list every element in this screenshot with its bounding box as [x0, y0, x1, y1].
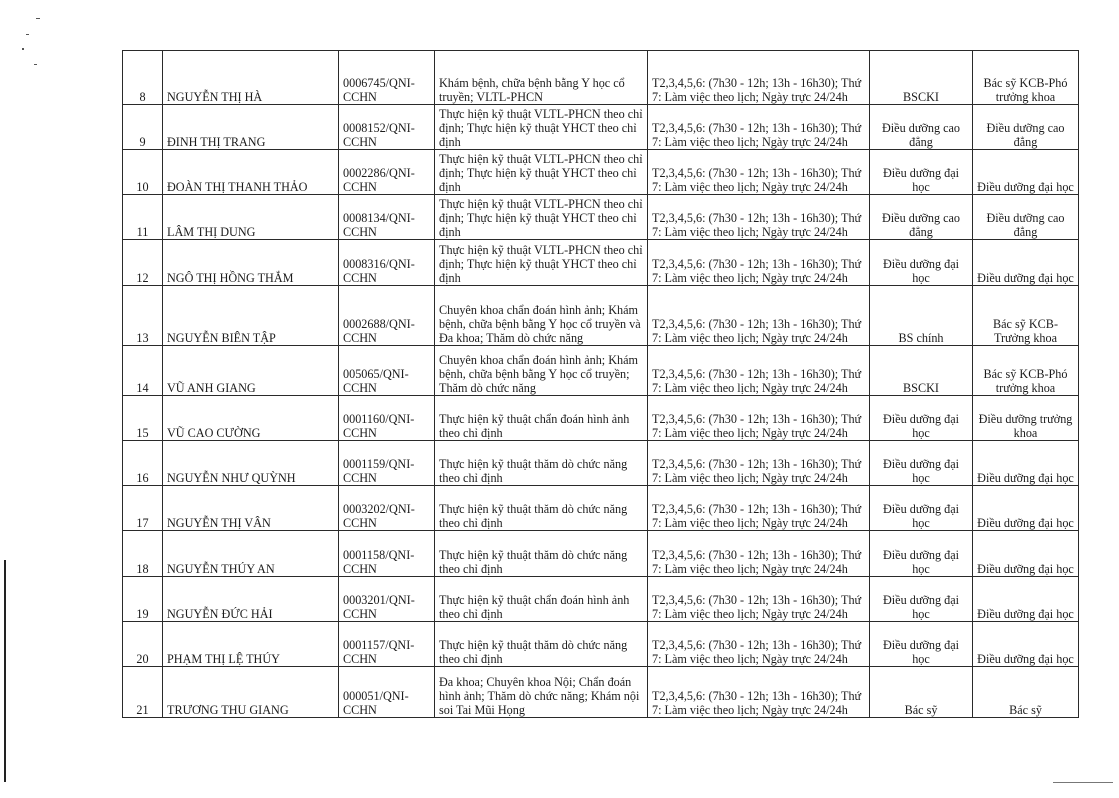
working-hours: T2,3,4,5,6: (7h30 - 12h; 13h - 16h30); Thứ 7: Làm việc theo lịch; Ngày trực 24/24h [648, 105, 870, 150]
staff-name: VŨ CAO CƯỜNG [163, 396, 339, 441]
working-hours: T2,3,4,5,6: (7h30 - 12h; 13h - 16h30); Thứ 7: Làm việc theo lịch; Ngày trực 24/24h [648, 396, 870, 441]
table-row [123, 51, 1079, 105]
staff-name: NGÔ THỊ HỒNG THẮM [163, 240, 339, 286]
position: Điều dưỡng cao đẳng [973, 195, 1079, 240]
certificate-number: 000051/QNI-CCHN [339, 667, 435, 718]
working-hours: T2,3,4,5,6: (7h30 - 12h; 13h - 16h30); Thứ 7: Làm việc theo lịch; Ngày trực 24/24h [648, 195, 870, 240]
scan-edge-line [4, 560, 6, 782]
position: Bác sỹ KCB-Phó trưởng khoa [973, 346, 1079, 396]
practice-scope: Thực hiện kỹ thuật thăm dò chức năng theo chỉ định [435, 441, 648, 486]
table-row [123, 441, 1079, 486]
table-row [123, 105, 1079, 150]
position: Bác sỹ KCB-Trưởng khoa [973, 286, 1079, 346]
position: Điều dưỡng trưởng khoa [973, 396, 1079, 441]
qualification: Điều dưỡng đại học [870, 396, 973, 441]
row-number: 19 [123, 577, 163, 622]
working-hours: T2,3,4,5,6: (7h30 - 12h; 13h - 16h30); Thứ 7: Làm việc theo lịch; Ngày trực 24/24h [648, 240, 870, 286]
row-number: 14 [123, 346, 163, 396]
certificate-number: 0008134/QNI-CCHN [339, 195, 435, 240]
position: Điều dưỡng cao đẳng [973, 105, 1079, 150]
qualification: Điều dưỡng đại học [870, 622, 973, 667]
row-number: 17 [123, 486, 163, 531]
qualification: Điều dưỡng đại học [870, 240, 973, 286]
table-row [123, 622, 1079, 667]
position: Bác sỹ KCB-Phó trưởng khoa [973, 51, 1079, 105]
certificate-number: 0003201/QNI-CCHN [339, 577, 435, 622]
row-number: 12 [123, 240, 163, 286]
certificate-number: 0003202/QNI-CCHN [339, 486, 435, 531]
working-hours: T2,3,4,5,6: (7h30 - 12h; 13h - 16h30); Thứ 7: Làm việc theo lịch; Ngày trực 24/24h [648, 577, 870, 622]
staff-name: NGUYỄN ĐỨC HẢI [163, 577, 339, 622]
qualification: BS chính [870, 286, 973, 346]
qualification: Điều dưỡng đại học [870, 441, 973, 486]
certificate-number: 0002688/QNI-CCHN [339, 286, 435, 346]
practice-scope: Đa khoa; Chuyên khoa Nội; Chẩn đoán hình ảnh; Thăm dò chức năng; Khám nội soi Tai Mũi Họng [435, 667, 648, 718]
staff-name: NGUYỄN NHƯ QUỲNH [163, 441, 339, 486]
practice-scope: Thực hiện kỹ thuật chẩn đoán hình ảnh theo chỉ định [435, 577, 648, 622]
row-number: 18 [123, 531, 163, 577]
position: Bác sỹ [973, 667, 1079, 718]
qualification: Điều dưỡng đại học [870, 150, 973, 195]
practice-scope: Thực hiện kỹ thuật VLTL-PHCN theo chỉ định; Thực hiện kỹ thuật YHCT theo chỉ định [435, 240, 648, 286]
working-hours: T2,3,4,5,6: (7h30 - 12h; 13h - 16h30); Thứ 7: Làm việc theo lịch; Ngày trực 24/24h [648, 150, 870, 195]
row-number: 11 [123, 195, 163, 240]
certificate-number: 0001159/QNI-CCHN [339, 441, 435, 486]
staff-name: NGUYỄN THỊ VÂN [163, 486, 339, 531]
practice-scope: Khám bệnh, chữa bệnh bằng Y học cổ truyền; VLTL-PHCN [435, 51, 648, 105]
working-hours: T2,3,4,5,6: (7h30 - 12h; 13h - 16h30); Thứ 7: Làm việc theo lịch; Ngày trực 24/24h [648, 667, 870, 718]
working-hours: T2,3,4,5,6: (7h30 - 12h; 13h - 16h30); Thứ 7: Làm việc theo lịch; Ngày trực 24/24h [648, 51, 870, 105]
row-number: 21 [123, 667, 163, 718]
certificate-number: 005065/QNI-CCHN [339, 346, 435, 396]
staff-name: ĐINH THỊ TRANG [163, 105, 339, 150]
position: Điều dưỡng đại học [973, 441, 1079, 486]
row-number: 8 [123, 51, 163, 105]
position: Điều dưỡng đại học [973, 486, 1079, 531]
staff-name: NGUYỄN BIÊN TẬP [163, 286, 339, 346]
qualification: BSCKI [870, 346, 973, 396]
certificate-number: 0001160/QNI-CCHN [339, 396, 435, 441]
practice-scope: Thực hiện kỹ thuật thăm dò chức năng theo chỉ định [435, 622, 648, 667]
working-hours: T2,3,4,5,6: (7h30 - 12h; 13h - 16h30); Thứ 7: Làm việc theo lịch; Ngày trực 24/24h [648, 622, 870, 667]
staff-name: NGUYỄN THÚY AN [163, 531, 339, 577]
certificate-number: 0008152/QNI-CCHN [339, 105, 435, 150]
staff-name: VŨ ANH GIANG [163, 346, 339, 396]
staff-name: ĐOÀN THỊ THANH THẢO [163, 150, 339, 195]
qualification: Điều dưỡng cao đẳng [870, 105, 973, 150]
working-hours: T2,3,4,5,6: (7h30 - 12h; 13h - 16h30); Thứ 7: Làm việc theo lịch; Ngày trực 24/24h [648, 346, 870, 396]
qualification: Điều dưỡng cao đẳng [870, 195, 973, 240]
practice-scope: Thực hiện kỹ thuật thăm dò chức năng theo chỉ định [435, 486, 648, 531]
table-row [123, 195, 1079, 240]
practice-scope: Thực hiện kỹ thuật VLTL-PHCN theo chỉ định; Thực hiện kỹ thuật YHCT theo chỉ định [435, 195, 648, 240]
staff-name: PHẠM THỊ LỆ THÚY [163, 622, 339, 667]
row-number: 16 [123, 441, 163, 486]
table-row [123, 346, 1079, 396]
table-row [123, 240, 1079, 286]
table-row [123, 150, 1079, 195]
certificate-number: 0006745/QNI-CCHN [339, 51, 435, 105]
table-row [123, 577, 1079, 622]
table-row [123, 486, 1079, 531]
scan-speck [26, 34, 29, 35]
qualification: Bác sỹ [870, 667, 973, 718]
row-number: 15 [123, 396, 163, 441]
staff-table [122, 50, 1079, 718]
position: Điều dưỡng đại học [973, 240, 1079, 286]
staff-name: TRƯƠNG THU GIANG [163, 667, 339, 718]
scan-edge-line [1053, 782, 1113, 783]
certificate-number: 0001158/QNI-CCHN [339, 531, 435, 577]
qualification: BSCKI [870, 51, 973, 105]
scan-speck [36, 18, 40, 19]
staff-name: NGUYỄN THỊ HÀ [163, 51, 339, 105]
table-row [123, 531, 1079, 577]
working-hours: T2,3,4,5,6: (7h30 - 12h; 13h - 16h30); Thứ 7: Làm việc theo lịch; Ngày trực 24/24h [648, 531, 870, 577]
qualification: Điều dưỡng đại học [870, 531, 973, 577]
qualification: Điều dưỡng đại học [870, 486, 973, 531]
working-hours: T2,3,4,5,6: (7h30 - 12h; 13h - 16h30); Thứ 7: Làm việc theo lịch; Ngày trực 24/24h [648, 286, 870, 346]
position: Điều dưỡng đại học [973, 531, 1079, 577]
working-hours: T2,3,4,5,6: (7h30 - 12h; 13h - 16h30); Thứ 7: Làm việc theo lịch; Ngày trực 24/24h [648, 486, 870, 531]
scan-speck [22, 48, 24, 50]
table-row [123, 667, 1079, 718]
certificate-number: 0001157/QNI-CCHN [339, 622, 435, 667]
row-number: 10 [123, 150, 163, 195]
row-number: 13 [123, 286, 163, 346]
position: Điều dưỡng đại học [973, 577, 1079, 622]
practice-scope: Chuyên khoa chẩn đoán hình ảnh; Khám bệnh, chữa bệnh bằng Y học cổ truyền; Thăm dò chức năng [435, 346, 648, 396]
practice-scope: Thực hiện kỹ thuật VLTL-PHCN theo chỉ định; Thực hiện kỹ thuật YHCT theo chỉ định [435, 150, 648, 195]
practice-scope: Chuyên khoa chẩn đoán hình ảnh; Khám bệnh, chữa bệnh bằng Y học cổ truyền và Đa khoa; Thăm dò chức năng [435, 286, 648, 346]
position: Điều dưỡng đại học [973, 622, 1079, 667]
certificate-number: 0002286/QNI-CCHN [339, 150, 435, 195]
practice-scope: Thực hiện kỹ thuật thăm dò chức năng theo chỉ định [435, 531, 648, 577]
certificate-number: 0008316/QNI-CCHN [339, 240, 435, 286]
practice-scope: Thực hiện kỹ thuật chẩn đoán hình ảnh theo chỉ định [435, 396, 648, 441]
row-number: 20 [123, 622, 163, 667]
staff-name: LÂM THỊ DUNG [163, 195, 339, 240]
qualification: Điều dưỡng đại học [870, 577, 973, 622]
scan-speck [34, 64, 37, 65]
table-row [123, 286, 1079, 346]
table-row [123, 396, 1079, 441]
position: Điều dưỡng đại học [973, 150, 1079, 195]
working-hours: T2,3,4,5,6: (7h30 - 12h; 13h - 16h30); Thứ 7: Làm việc theo lịch; Ngày trực 24/24h [648, 441, 870, 486]
practice-scope: Thực hiện kỹ thuật VLTL-PHCN theo chỉ định; Thực hiện kỹ thuật YHCT theo chỉ định [435, 105, 648, 150]
row-number: 9 [123, 105, 163, 150]
